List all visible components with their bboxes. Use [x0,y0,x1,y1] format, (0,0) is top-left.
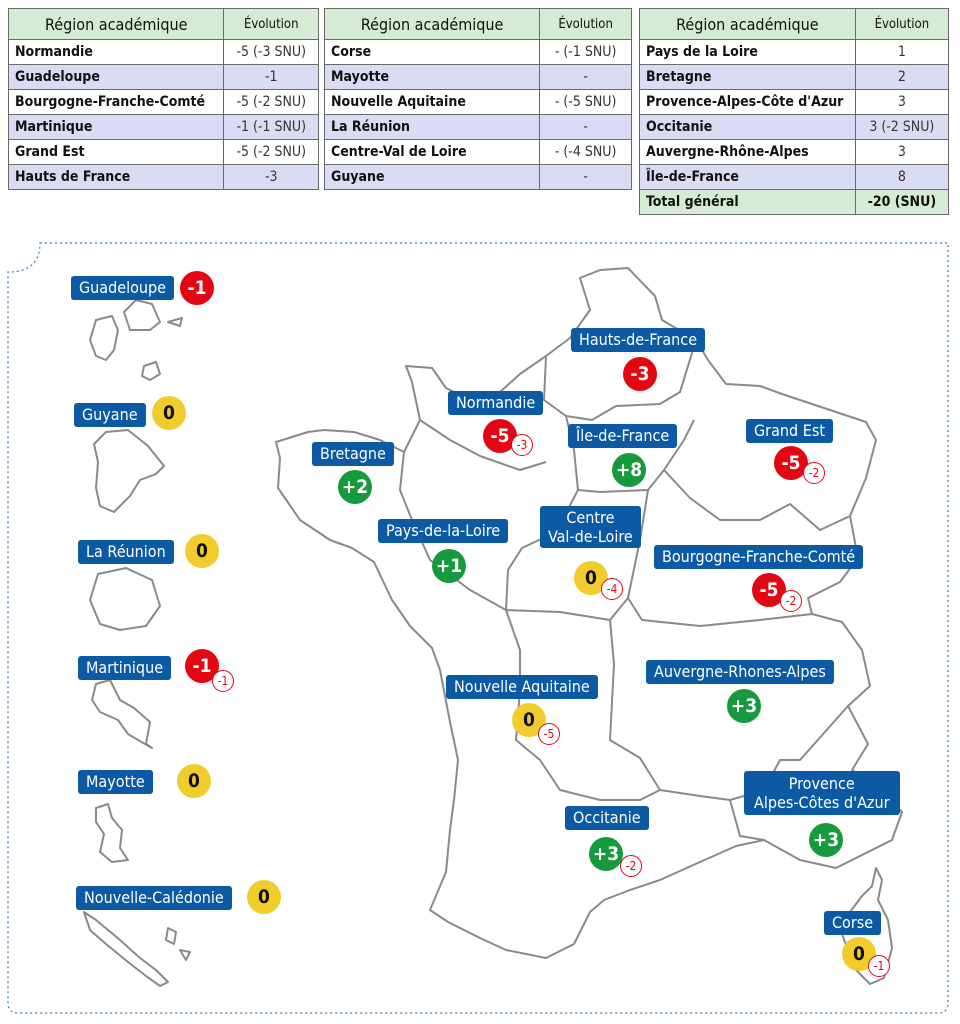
region-label-hauts-de-france: Hauts-de-France [571,328,705,352]
region-value-reunion: 0 [185,534,219,568]
region-value-guyane: 0 [152,396,186,430]
region-value-provence: +3 [809,823,843,857]
region-value-bretagne: +2 [338,470,372,504]
table-row: Hauts de France -3 [9,165,319,190]
table-row: Grand Est -5 (-2 SNU) [9,140,319,165]
region-label-provence: Provence Alpes-Côtes d'Azur [744,771,900,815]
region-value-pays-de-la-loire: +1 [432,549,466,583]
col-header-region: Région académique [640,9,856,40]
region-label-occitanie: Occitanie [565,806,649,830]
col-header-evolution: Évolution [224,9,319,40]
table-row: La Réunion - [325,115,632,140]
region-label-reunion: La Réunion [78,540,174,564]
table-row: Occitanie 3 (-2 SNU) [640,115,949,140]
region-value-bourgogne: -5 [752,573,786,607]
table-row: Île-de-France 8 [640,165,949,190]
region-label-centre: Centre Val-de-Loire [540,506,641,548]
region-label-auvergne: Auvergne-Rhones-Alpes [646,660,834,684]
col-header-region: Région académique [9,9,224,40]
table-row: Martinique -1 (-1 SNU) [9,115,319,140]
table-row: Guadeloupe -1 [9,65,319,90]
region-snu-bourgogne: -2 [780,590,802,612]
table-row: Normandie -5 (-3 SNU) [9,40,319,65]
region-snu-martinique: -1 [212,670,234,692]
table-row: Centre-Val de Loire - (-4 SNU) [325,140,632,165]
region-snu-occitanie: -2 [620,855,642,877]
region-value-guadeloupe: -1 [180,271,214,305]
region-label-bourgogne: Bourgogne-Franche-Comté [654,545,863,569]
region-label-guadeloupe: Guadeloupe [71,276,174,300]
region-label-mayotte: Mayotte [78,770,153,794]
region-snu-corse: -1 [868,955,890,977]
mayotte-shape [96,804,128,862]
guadeloupe-shape [90,316,118,360]
table-row: Provence-Alpes-Côte d'Azur 3 [640,90,949,115]
col-header-evolution: Évolution [855,9,948,40]
region-snu-grand-est: -2 [803,462,825,484]
table-row: Nouvelle Aquitaine - (-5 SNU) [325,90,632,115]
region-value-mayotte: 0 [177,764,211,798]
region-label-martinique: Martinique [78,656,171,680]
region-value-grand-est: -5 [774,446,808,480]
region-label-guyane: Guyane [74,403,146,427]
table-row: Auvergne-Rhône-Alpes 3 [640,140,949,165]
region-value-corse: 0 [842,937,876,971]
region-value-martinique: -1 [185,649,219,683]
region-label-nouvelle-aquitaine: Nouvelle Aquitaine [446,675,598,699]
table-row: Bretagne 2 [640,65,949,90]
region-label-normandie: Normandie [448,391,543,415]
table-row: Guyane - [325,165,632,190]
table-row: Pays de la Loire 1 [640,40,949,65]
col-header-region: Région académique [325,9,540,40]
region-value-auvergne: +3 [727,689,761,723]
nouvelle-caledonie-shape [84,912,168,986]
table-row: Mayotte - [325,65,632,90]
region-label-ile-de-france: Île-de-France [568,424,677,448]
region-snu-normandie: -3 [511,434,533,456]
table-row: Corse - (-1 SNU) [325,40,632,65]
region-label-pays-de-la-loire: Pays-de-la-Loire [378,519,508,543]
region-value-normandie: -5 [483,419,517,453]
region-value-centre: 0 [574,561,608,595]
region-label-corse: Corse [824,911,881,935]
region-value-ile-de-france: +8 [612,453,646,487]
martinique-shape [92,680,152,748]
region-value-occitanie: +3 [589,837,623,871]
guyane-shape [94,430,164,512]
table-row-total: Total général -20 (SNU) [640,190,949,215]
region-value-hauts-de-france: -3 [623,357,657,391]
col-header-evolution: Évolution [540,9,632,40]
region-label-grand-est: Grand Est [746,419,833,443]
region-snu-centre: -4 [601,578,623,600]
reunion-shape [90,568,160,630]
region-value-nouvelle-caledonie: 0 [247,880,281,914]
region-label-nouvelle-caledonie: Nouvelle-Calédonie [76,886,232,910]
region-value-nouvelle-aquitaine: 0 [512,703,546,737]
region-label-bretagne: Bretagne [312,442,394,466]
table-row: Bourgogne-Franche-Comté -5 (-2 SNU) [9,90,319,115]
region-snu-nouvelle-aquitaine: -5 [538,723,560,745]
